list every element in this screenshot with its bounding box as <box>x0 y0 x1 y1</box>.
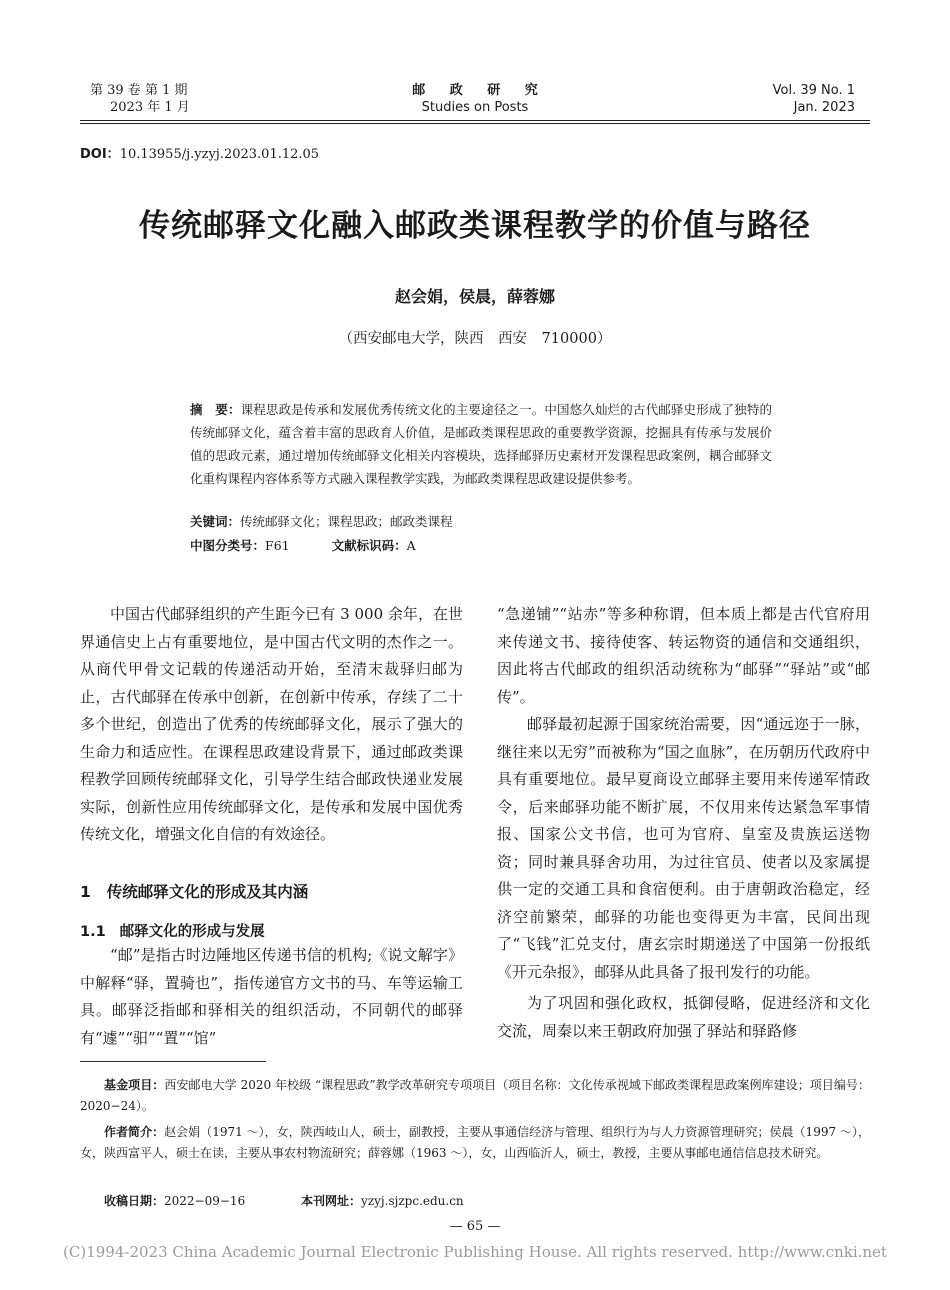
body-paragraph: “急递铺”“站赤”等多种称谓，但本质上都是古代官府用来传递文书、接待使客、转运物资的通信和交通组织，因此将古代邮政的组织活动统称为“邮驿”“驿站”或“邮传”。 <box>497 605 870 706</box>
footnote-rule <box>80 1061 266 1062</box>
header-rule-top <box>80 120 870 121</box>
keywords <box>190 512 453 530</box>
section-heading-1 <box>80 880 308 902</box>
abstract-text: 课程思政是传承和发展优秀传统文化的主要途径之一。中国悠久灿烂的古代邮驿史形成了独特的传统邮驿文化，蕴含着丰富的思政育人价值，是邮政类课程思政的重要教学资源，挖掘具有传承与发展价值的思政元素，通过增加传统邮驿文化相关内容模块，选择邮驿历史素材开发课程思政案例，耦合邮驿文化重构课程内容体系等方式融入课程教学实践，为邮政类课程思政建设提供参考。 <box>190 402 772 486</box>
subsection-number: 1.1 <box>80 924 106 940</box>
abstract <box>190 398 772 490</box>
footnote-dates <box>80 1191 870 1212</box>
page-number: — 65 — <box>449 1219 501 1234</box>
copyright-watermark: (C)1994-2023 China Academic Journal Electronic Publishing House. All rights reserved. http://www.cnki.net <box>63 1243 887 1261</box>
website-link[interactable]: yzyj.sjzpc.edu.cn <box>361 1194 464 1208</box>
body-paragraph: 邮驿最初起源于国家统治需要，因“通远迩于一脉，继往来以无穷”而被称为“国之血脉”，在历朝历代政府中具有重要地位。最早夏商设立邮驿主要用来传递军情政令，后来邮驿功能不断扩展，不仅用来传达紧急军事情报、国家公文书信，也可为官府、皇室及贵族运送物资；同时兼具驿舍功用，为过往官员、使者以及家属提供一定的交通工具和食宿便利。由于唐朝政治稳定，经济空前繁荣，邮驿的功能也变得更为丰富，民间出现了“飞钱”汇兑支付，唐玄宗时期递送了中国第一份报纸《开元杂报》，邮驿从此具备了报刊发行的功能。 <box>497 715 870 981</box>
abstract-label: 摘 要： <box>190 402 241 417</box>
classification <box>190 536 416 554</box>
doi-value[interactable]: 10.13955/j.yzyj.2023.01.12.05 <box>119 147 320 162</box>
doc-code-label: 文献标识码： <box>331 538 407 553</box>
footnote-authors <box>80 1122 870 1164</box>
keywords-text: 传统邮驿文化；课程思政；邮政类课程 <box>240 514 453 529</box>
keywords-label: 关键词： <box>190 514 241 529</box>
running-header-center <box>380 82 570 116</box>
doi-label: DOI： <box>80 147 120 162</box>
author-bio-text: 赵会娟（1971 ～），女，陕西岐山人，硕士，副教授，主要从事通信经济与管理、组织行为与人力资源管理研究；侯晨（1997 ～），女，陕西富平人，硕士在读，主要从事农村物流研究；薛蓉娜（1963 ～），女，山西临沂人，硕士，教授，主要从事邮电通信信息技术研究。 <box>80 1125 870 1160</box>
date-en: Jan. 2023 <box>793 100 855 115</box>
doc-code-value: A <box>406 538 416 553</box>
intro-paragraph: 中国古代邮驿组织的产生距今已有 3 000 余年，在世界通信史上占有重要地位，是中国古代文明的杰作之一。从商代甲骨文记载的传递活动开始，至清末裁驿归邮为止，古代邮驿在传承中创新，在创新中传承，存续了二十多个世纪，创造出了优秀的传统邮驿文化，展示了强大的生命力和适应性。在课程思政建设背景下，通过邮政类课程教学回顾传统邮驿文化，引导学生结合邮政快递业发展实际，创新性应用传统邮驿文化，是传承和发展中国优秀传统文化，增强文化自信的有效途径。 <box>80 605 463 843</box>
volume-issue-en: Vol. 39 No. 1 <box>772 83 855 98</box>
footnote-fund <box>80 1075 870 1117</box>
body-left-column-top <box>80 601 463 849</box>
volume-issue-cn: 第 39 卷 第 1 期 <box>90 83 188 98</box>
running-header-left <box>90 82 190 116</box>
website-label: 本刊网址： <box>301 1194 362 1208</box>
running-header-right <box>773 82 855 116</box>
doi-line <box>80 143 319 162</box>
clc-value: F61 <box>265 538 290 553</box>
body-paragraph: 为了巩固和强化政权，抵御侵略，促进经济和文化交流，周秦以来王朝政府加强了驿站和驿路修 <box>497 994 870 1040</box>
section-title: 传统邮驿文化的形成及其内涵 <box>106 883 309 901</box>
body-left-column-bottom <box>80 942 463 1052</box>
clc-label: 中图分类号： <box>190 538 266 553</box>
fund-text: 西安邮电大学 2020 年校级 “课程思政”教学改革研究专项项目（项目名称：文化传承视域下邮政类课程思政案例库建设；项目编号：2020−24）。 <box>80 1078 870 1113</box>
header-rule-bottom <box>80 123 870 124</box>
subsection-title: 邮驿文化的形成与发展 <box>119 924 265 940</box>
journal-name-cn: 邮 政 研 究 <box>412 83 548 98</box>
journal-name-en: Studies on Posts <box>421 100 529 115</box>
section-number: 1 <box>80 883 91 901</box>
received-label: 收稿日期： <box>104 1194 165 1208</box>
body-paragraph: “邮”是指古时边陲地区传递书信的机构;《说文解字》中解释“驿，置骑也”，指传递官方文书的马、车等运输工具。邮驿泛指邮和驿相关的组织活动，不同朝代的邮驿有“遽”“驲”“置”“馆” <box>80 946 463 1047</box>
received-date: 2022−09−16 <box>164 1194 246 1208</box>
subsection-heading-1-1 <box>80 920 265 941</box>
article-title: 传统邮驿文化融入邮政类课程教学的价值与路径 <box>139 208 811 244</box>
date-cn: 2023 年 1 月 <box>110 100 190 115</box>
author-list: 赵会娟，侯晨，薛蓉娜 <box>394 287 555 306</box>
author-bio-label: 作者简介： <box>104 1125 165 1139</box>
body-right-column <box>497 601 870 1045</box>
fund-label: 基金项目： <box>104 1078 165 1092</box>
affiliation: （西安邮电大学，陕西 西安 710000） <box>338 331 612 347</box>
